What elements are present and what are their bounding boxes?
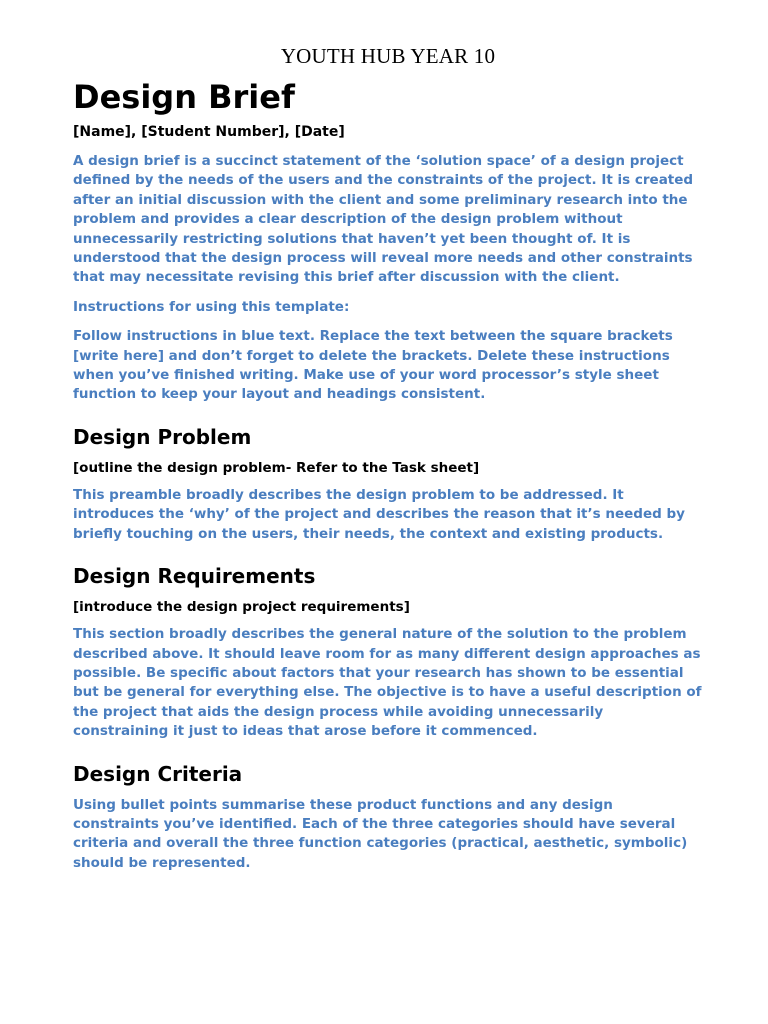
design-requirements-placeholder: [introduce the design project requirements]	[73, 599, 410, 616]
instructions-heading: Instructions for using this template:	[73, 298, 350, 315]
name-student-date-placeholder: [Name], [Student Number], [Date]	[73, 124, 345, 140]
intro-paragraph: A design brief is a succinct statement of the ‘solution space’ of a design project defined by the needs of the users and the constraints of the project. It is created after an initial discussion with the client and some preliminary research into the problem and provides a clear description of the design problem without unnecessarily restricting solutions that haven’t yet been thought of. It is understood that the design process will reveal more needs and other constraints that may necessitate revising this brief after discussion with the client.	[73, 153, 694, 286]
document-title: Design Brief	[73, 78, 295, 116]
document-page	[73, 44, 703, 883]
design-criteria-guidance: Using bullet points summarise these product functions and any design constraints you’ve identified. Each of the three categories should have several criteria and overall the three function categories (practical, aesthetic, symbolic) should be represented.	[73, 796, 688, 871]
design-criteria-heading: Design Criteria	[73, 761, 243, 786]
design-problem-heading: Design Problem	[73, 424, 252, 449]
instructions-body: Follow instructions in blue text. Replace the text between the square brackets [write here] and don’t forget to delete the brackets. Delete these instructions when you’ve finished writing. Make use of your word processor’s style sheet function to keep your layout and headings consistent.	[73, 328, 673, 403]
design-requirements-guidance: This section broadly describes the general nature of the solution to the problem described above. It should leave room for as many different design approaches as possible. Be specific about factors that your research has shown to be essential but be general for everything else. The objective is to have a useful description of the project that aids the design process while avoiding unnecessarily constraining it just to ideas that arose before it commenced.	[73, 626, 702, 740]
design-requirements-heading: Design Requirements	[73, 564, 316, 589]
design-problem-guidance: This preamble broadly describes the design problem to be addressed. It introduces the ‘why’ of the project and describes the reason that it’s needed by briefly touching on the users, their needs, the context and existing products.	[73, 486, 685, 542]
design-problem-placeholder: [outline the design problem- Refer to the Task sheet]	[73, 459, 480, 476]
page-header-title: YOUTH HUB YEAR 10	[280, 44, 496, 68]
